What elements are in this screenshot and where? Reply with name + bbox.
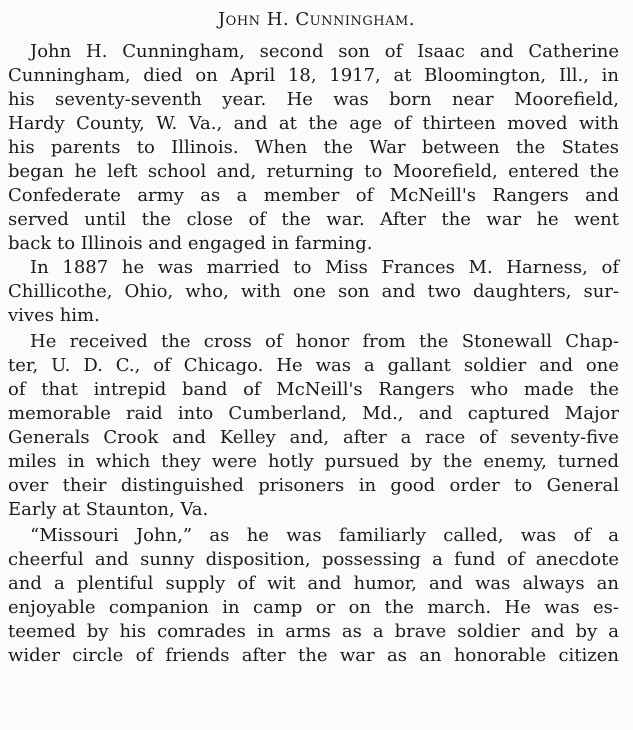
text-line: over their distinguished prisoners in good order to General [8, 475, 619, 496]
text-line: He received the cross of honor from the Stonewall Chap- [30, 331, 619, 352]
text-line: his seventy-seventh year. He was born near Moorefield, [8, 89, 619, 110]
text-line: served until the close of the war. After the war he went [8, 209, 619, 230]
text-line: vives him. [8, 305, 100, 326]
text-line: Early at Staunton, Va. [8, 499, 209, 520]
text-line: back to Illinois and engaged in farming. [8, 233, 373, 254]
text-line: In 1887 he was married to Miss Frances M. Harness, of [30, 257, 619, 278]
text-line: began he left school and, returning to Moorefield, entered the [8, 161, 619, 182]
text-line: “Missouri John,” as he was familiarly called, was of a [30, 525, 619, 546]
text-line: cheerful and sunny disposition, possessing a fund of anecdote [8, 549, 619, 570]
text-line: enjoyable companion in camp or on the march. He was es- [8, 597, 619, 618]
text-line: memorable raid into Cumberland, Md., and captured Major [8, 403, 619, 424]
text-line: ter, U. D. C., of Chicago. He was a gallant soldier and one [8, 355, 619, 376]
text-line: miles in which they were hotly pursued by the enemy, turned [8, 451, 619, 472]
text-line: teemed by his comrades in arms as a brave soldier and by a [8, 621, 619, 642]
text-line: Hardy County, W. Va., and at the age of thirteen moved with [8, 113, 619, 134]
text-line: Confederate army as a member of McNeill's Rangers and [8, 185, 619, 206]
text-line: of that intrepid band of McNeill's Rangers who made the [8, 379, 619, 400]
text-line: John H. Cunningham, second son of Isaac and Catherine [30, 41, 619, 62]
text-line: his parents to Illinois. When the War between the States [8, 137, 619, 158]
document-title: John H. Cunningham. [217, 9, 416, 30]
text-line: Chillicothe, Ohio, who, with one son and two daughters, sur- [8, 281, 619, 302]
text-line: and a plentiful supply of wit and humor, and was always an [8, 573, 619, 594]
text-line: Cunningham, died on April 18, 1917, at Bloomington, Ill., in [8, 65, 619, 86]
text-line: wider circle of friends after the war as an honorable citizen [8, 645, 619, 666]
text-line: Generals Crook and Kelley and, after a race of seventy-five [8, 427, 619, 448]
